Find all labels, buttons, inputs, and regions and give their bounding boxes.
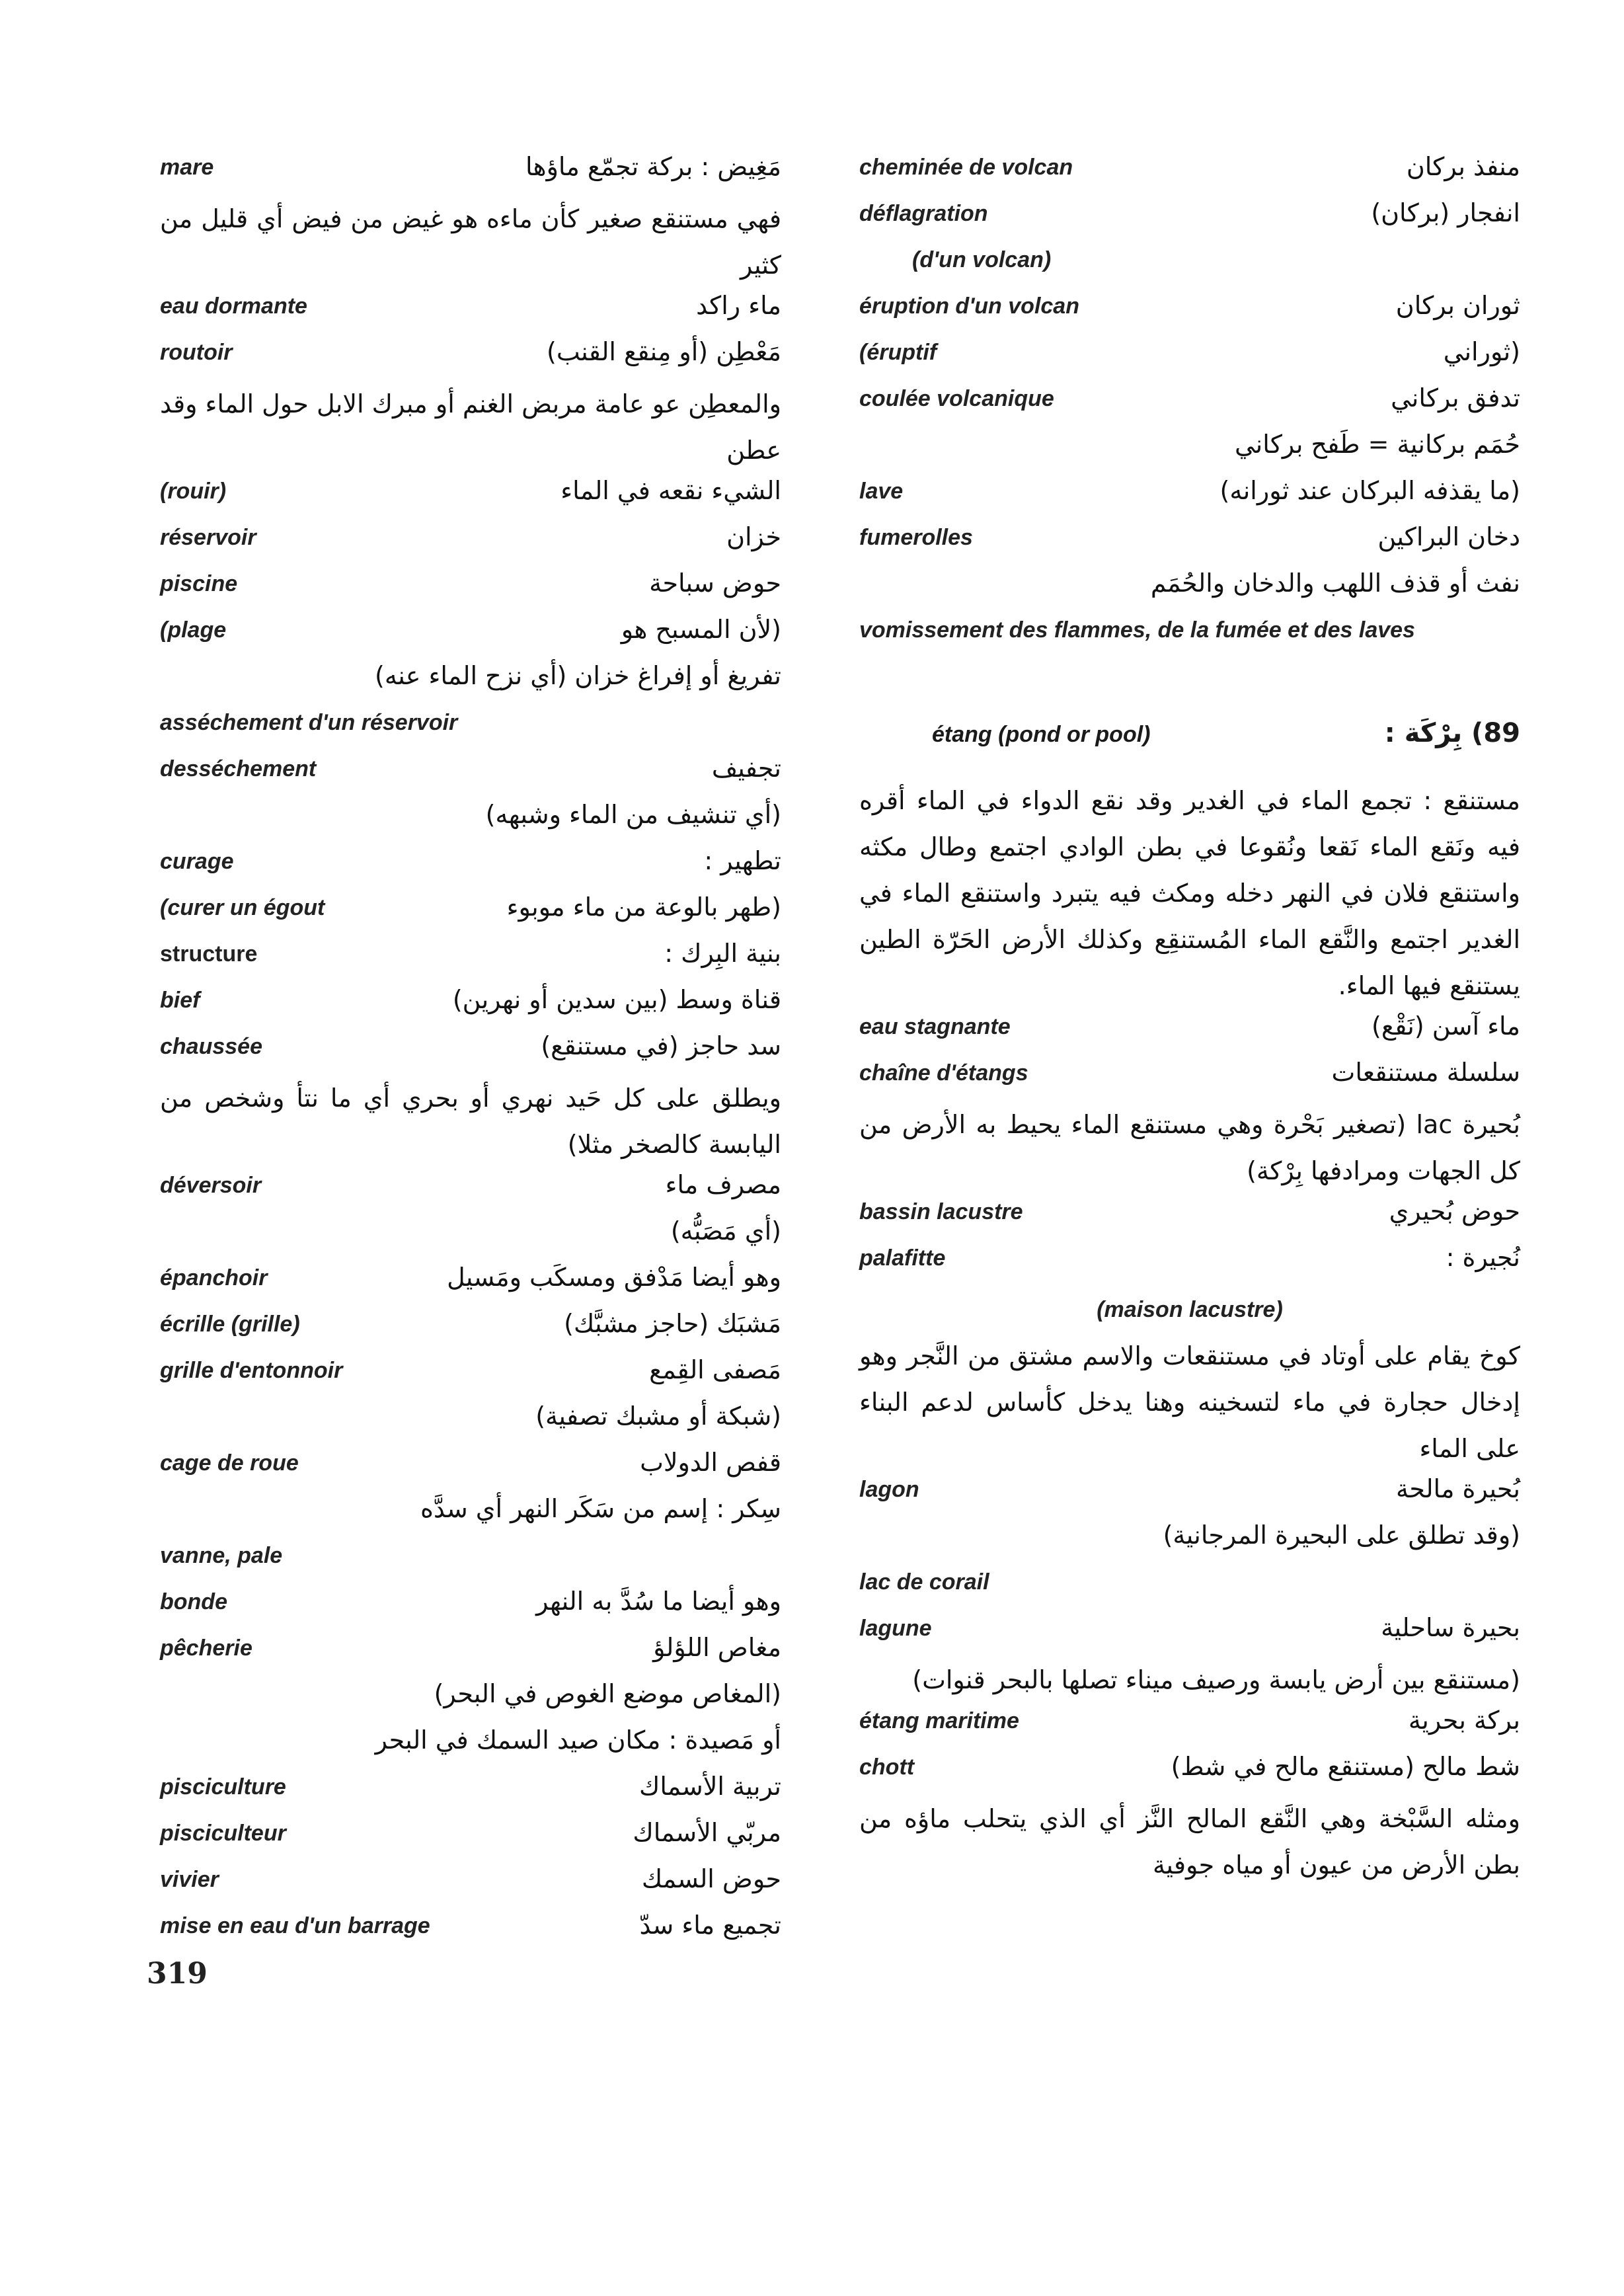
french-term: réservoir <box>160 525 256 550</box>
dictionary-entry <box>160 1214 781 1260</box>
french-term: lave <box>859 479 904 504</box>
dictionary-entry <box>160 1029 781 1075</box>
arabic-term: بُحيرة مالحة <box>1396 1474 1520 1503</box>
arabic-term: مربّي الأسماك <box>633 1818 781 1847</box>
arabic-term: قناة وسط (بين سدين أو نهرين) <box>452 985 781 1014</box>
french-term: piscine <box>160 571 238 596</box>
french-term: bassin lacustre <box>859 1199 1023 1224</box>
mare-note: فهي مستنقع صغير كأن ماءه هو غيض من فيض أي قليل من كثير <box>160 204 781 280</box>
dictionary-entry <box>160 520 781 566</box>
arabic-term: مغاص اللؤلؤ <box>653 1633 781 1662</box>
arabic-term: ماء راكد <box>696 291 781 320</box>
dictionary-entry <box>160 751 781 797</box>
french-term: palafitte <box>859 1246 946 1271</box>
arabic-term: تربية الأسماك <box>639 1772 781 1801</box>
french-term: déversoir <box>160 1173 262 1198</box>
lagune-note: (مستنقع بين أرض يابسة ورصيف ميناء تصلها بالبحر قنوات) <box>912 1665 1520 1694</box>
french-term: vanne, pale <box>160 1543 283 1568</box>
arabic-term: مَصفى القِمع <box>649 1355 781 1384</box>
french-term: bonde <box>160 1589 227 1614</box>
french-term: chaîne d'étangs <box>859 1060 1028 1086</box>
arabic-term: مَشبَك (حاجز مشبَّك) <box>564 1309 781 1338</box>
dictionary-entry <box>160 844 781 890</box>
left-entries-c <box>160 1168 781 1954</box>
arabic-term: وهو أيضا ما سُدَّ به النهر <box>536 1587 781 1616</box>
dictionary-entry <box>859 473 1520 520</box>
french-term: fumerolles <box>859 525 973 550</box>
french-term: structure <box>160 941 258 967</box>
dictionary-entry <box>859 1518 1520 1564</box>
arabic-term: (لأن المسبح هو <box>621 615 781 644</box>
arabic-term: قفص الدولاب <box>640 1448 781 1477</box>
chaussee-note: ويطلق على كل حَيد نهري أو بحري أي ما نتأ وشخص من اليابسة كالصخر مثلا) <box>160 1084 781 1159</box>
french-term: bief <box>160 988 200 1013</box>
dictionary-entry <box>160 566 781 612</box>
dictionary-entry <box>859 1240 1520 1287</box>
arabic-term: تدفق بركاني <box>1391 383 1520 413</box>
arabic-term: بنية البِرك : <box>664 939 781 968</box>
dictionary-entry <box>859 335 1520 381</box>
arabic-term: (شبكة أو مشبك تصفية) <box>535 1402 781 1431</box>
arabic-term: (ما يقذفه البركان عند ثورانه) <box>1219 476 1520 505</box>
arabic-term: تفريغ أو إفراغ خزان (أي نزح الماء عنه) <box>375 661 781 690</box>
dictionary-entry <box>160 1908 781 1954</box>
french-term: eau stagnante <box>859 1014 1011 1039</box>
dictionary-entry <box>160 335 781 381</box>
dictionary-entry <box>160 1584 781 1630</box>
french-term: mise en eau d'un barrage <box>160 1913 430 1938</box>
arabic-term: مَغِيض : بركة تجمّع ماؤها <box>525 152 781 181</box>
dictionary-entry <box>859 427 1520 473</box>
french-term: chott <box>859 1755 915 1780</box>
arabic-term: دخان البراكين <box>1377 522 1520 551</box>
kukh-paragraph: كوخ يقام على أوتاد في مستنقعات والاسم مشتق من النَّجر وهو إدخال حجارة في ماء لتسخينه وهنا يدخل كأساس لدعم البناء على الماء <box>859 1341 1520 1463</box>
page-number: 319 <box>147 1957 208 1991</box>
dictionary-entry <box>859 1749 1520 1796</box>
dictionary-entry <box>160 1491 781 1538</box>
heading-french: étang (pond or pool) <box>932 722 1151 747</box>
arabic-term: سِكر : إسم من سَكَر النهر أي سدَّه <box>420 1494 781 1523</box>
arabic-term: (وقد تطلق على البحيرة المرجانية) <box>1163 1521 1520 1550</box>
dictionary-entry <box>859 1703 1520 1749</box>
routoir-note: والمعطِن عو عامة مربض الغنم أو مبرك الابل حول الماء وقد عطن <box>160 389 781 465</box>
dictionary-entry <box>859 566 1520 612</box>
dictionary-entry <box>859 612 1520 658</box>
arabic-term: سد حاجز (في مستنقع) <box>541 1031 781 1060</box>
dictionary-entry <box>160 658 781 705</box>
french-term: lac de corail <box>859 1569 989 1595</box>
french-term: coulée volcanique <box>859 386 1054 411</box>
arabic-term: حوض السمك <box>641 1864 781 1893</box>
dictionary-entry <box>859 381 1520 427</box>
arabic-term: ماء آسن (نَقْع) <box>1372 1011 1520 1041</box>
arabic-term: تطهير : <box>704 846 781 875</box>
final-paragraph: ومثله السَّبْخة وهي النَّقع المالح النَّز أي الذي يتحلب ماؤه من بطن الأرض من عيون أو مياه جوفية <box>859 1804 1520 1880</box>
arabic-term: (أي تنشيف من الماء وشبهه) <box>485 800 781 829</box>
arabic-term: نُجيرة : <box>1446 1243 1520 1272</box>
dictionary-entry <box>859 1472 1520 1518</box>
arabic-term: أو مَصيدة : مكان صيد السمك في البحر <box>375 1725 781 1755</box>
dictionary-entry <box>859 1055 1520 1101</box>
arabic-term: مصرف ماء <box>665 1170 781 1199</box>
arabic-term: تجفيف <box>711 754 781 783</box>
arabic-term: حوض سباحة <box>649 569 781 598</box>
dictionary-entry <box>160 288 781 335</box>
arabic-term: حُمَم بركانية = طَفح بركاني <box>1235 430 1520 459</box>
french-term: vomissement des flammes, de la fumée et des laves <box>859 617 1415 643</box>
french-term: pisciculture <box>160 1774 286 1800</box>
dictionary-entry <box>160 1630 781 1677</box>
arabic-term: (أي مَصَبُّه) <box>670 1216 781 1246</box>
french-term: (éruptif <box>859 340 937 365</box>
buhaira-paragraph: بُحيرة lac (تصغير بَحْرة وهي مستنقع الماء يحيط به الأرض من كل الجهات ومرادفها بِرْكة) <box>859 1110 1520 1185</box>
french-term: déflagration <box>859 201 988 226</box>
french-term: curage <box>160 849 234 874</box>
french-term: cage de roue <box>160 1450 299 1476</box>
arabic-term: سلسلة مستنقعات <box>1331 1058 1520 1087</box>
french-term: éruption d'un volcan <box>859 294 1079 319</box>
dictionary-entry <box>859 1564 1520 1610</box>
french-term: desséchement <box>160 756 317 781</box>
arabic-term: حوض بُحيري <box>1389 1197 1520 1226</box>
dictionary-entry <box>160 473 781 520</box>
french-term: eau dormante <box>160 294 307 319</box>
arabic-term: (المغاص موضع الغوص في البحر) <box>434 1679 781 1708</box>
dictionary-entry <box>859 1009 1520 1055</box>
arabic-term: تجميع ماء سدّ <box>639 1911 781 1940</box>
arabic-term: وهو أيضا مَدْفق ومسكَب ومَسيل <box>447 1263 781 1292</box>
french-term: asséchement d'un réservoir <box>160 710 458 735</box>
arabic-term: شط مالح (مستنقع مالح في شط) <box>1171 1752 1520 1781</box>
entries-b <box>859 1194 1520 1287</box>
french-term: (rouir) <box>160 479 227 504</box>
left-column <box>160 149 781 1954</box>
dictionary-entry <box>160 1538 781 1584</box>
intro-paragraph: مستنقع : تجمع الماء في الغدير وقد نقع الدواء في الماء أقره فيه ونَقع الماء نَقعا ونُقوعا في بطن الوادي اجتمع وطال مكثه واستنقع فلان في النهر دخله ومكث فيه يتبرد واستنقع الماء في الغدير اجتمع والنَّقع الماء المُستنقِع وكذلك الأرض الحَرّة الطين يستنقع فيها الماء. <box>859 786 1520 1000</box>
french-term: mare <box>160 155 214 180</box>
dictionary-entry <box>160 1353 781 1399</box>
french-term: (plage <box>160 617 227 643</box>
arabic-term: نفث أو قذف اللهب والدخان والحُمَم <box>1150 569 1520 598</box>
top-entries <box>859 149 1520 658</box>
maison-lacustre: (maison lacustre) <box>1097 1297 1283 1322</box>
french-term: grille d'entonnoir <box>160 1358 343 1383</box>
dictionary-entry <box>160 1862 781 1908</box>
dictionary-entry <box>859 196 1520 242</box>
french-term: lagon <box>859 1477 919 1502</box>
arabic-term: بركة بحرية <box>1408 1706 1520 1735</box>
dictionary-entry <box>160 797 781 844</box>
dictionary-entry <box>160 1260 781 1306</box>
entries-a <box>859 1009 1520 1101</box>
french-term: écrille (grille) <box>160 1312 300 1337</box>
dictionary-entry <box>859 149 1520 196</box>
dictionary-entry <box>160 1723 781 1769</box>
french-term: pêcherie <box>160 1636 252 1661</box>
dictionary-entry <box>160 982 781 1029</box>
left-entries-b <box>160 473 781 1075</box>
dictionary-entry <box>160 1399 781 1445</box>
french-term: vivier <box>160 1867 219 1892</box>
french-term: (d'un volcan) <box>912 247 1052 272</box>
dictionary-entry <box>160 1677 781 1723</box>
arabic-term: مَعْطِن (أو مِنقع القنب) <box>547 337 781 366</box>
french-term: pisciculteur <box>160 1821 286 1846</box>
french-term: étang maritime <box>859 1708 1019 1733</box>
dictionary-entry <box>160 1815 781 1862</box>
dictionary-entry <box>859 520 1520 566</box>
arabic-term: ثوران بركان <box>1395 291 1520 320</box>
dictionary-entry <box>859 288 1520 335</box>
dictionary-entry <box>160 1306 781 1353</box>
mare-entry <box>160 149 781 196</box>
heading-arabic: 89) بِرْكَة : <box>1384 718 1520 748</box>
dictionary-entry <box>160 890 781 936</box>
entries-d <box>859 1703 1520 1796</box>
dictionary-entry <box>160 705 781 751</box>
dictionary-entry <box>160 1445 781 1491</box>
arabic-term: منفذ بركان <box>1406 152 1520 181</box>
dictionary-entry <box>859 242 1520 288</box>
dictionary-entry <box>859 1610 1520 1657</box>
right-column <box>859 149 1520 1888</box>
arabic-term: الشيء نقعه في الماء <box>561 476 781 505</box>
french-term: épanchoir <box>160 1265 268 1290</box>
french-term: routoir <box>160 340 233 365</box>
arabic-term: انفجار (بركان) <box>1371 198 1520 227</box>
left-entries-a <box>160 288 781 381</box>
section-heading <box>859 698 1520 777</box>
entries-c <box>859 1472 1520 1657</box>
arabic-term: (ثوراني <box>1443 337 1520 366</box>
french-term: chaussée <box>160 1034 262 1059</box>
dictionary-entry <box>160 936 781 982</box>
arabic-term: خزان <box>726 522 781 551</box>
dictionary-entry <box>859 1194 1520 1240</box>
french-term: (curer un égout <box>160 895 325 920</box>
arabic-term: (طهر بالوعة من ماء موبوء <box>506 892 781 922</box>
french-term: cheminée de volcan <box>859 155 1073 180</box>
arabic-term: بحيرة ساحلية <box>1381 1613 1520 1642</box>
dictionary-entry <box>160 1769 781 1815</box>
french-term: lagune <box>859 1616 932 1641</box>
dictionary-entry <box>160 1168 781 1214</box>
dictionary-entry <box>160 612 781 658</box>
